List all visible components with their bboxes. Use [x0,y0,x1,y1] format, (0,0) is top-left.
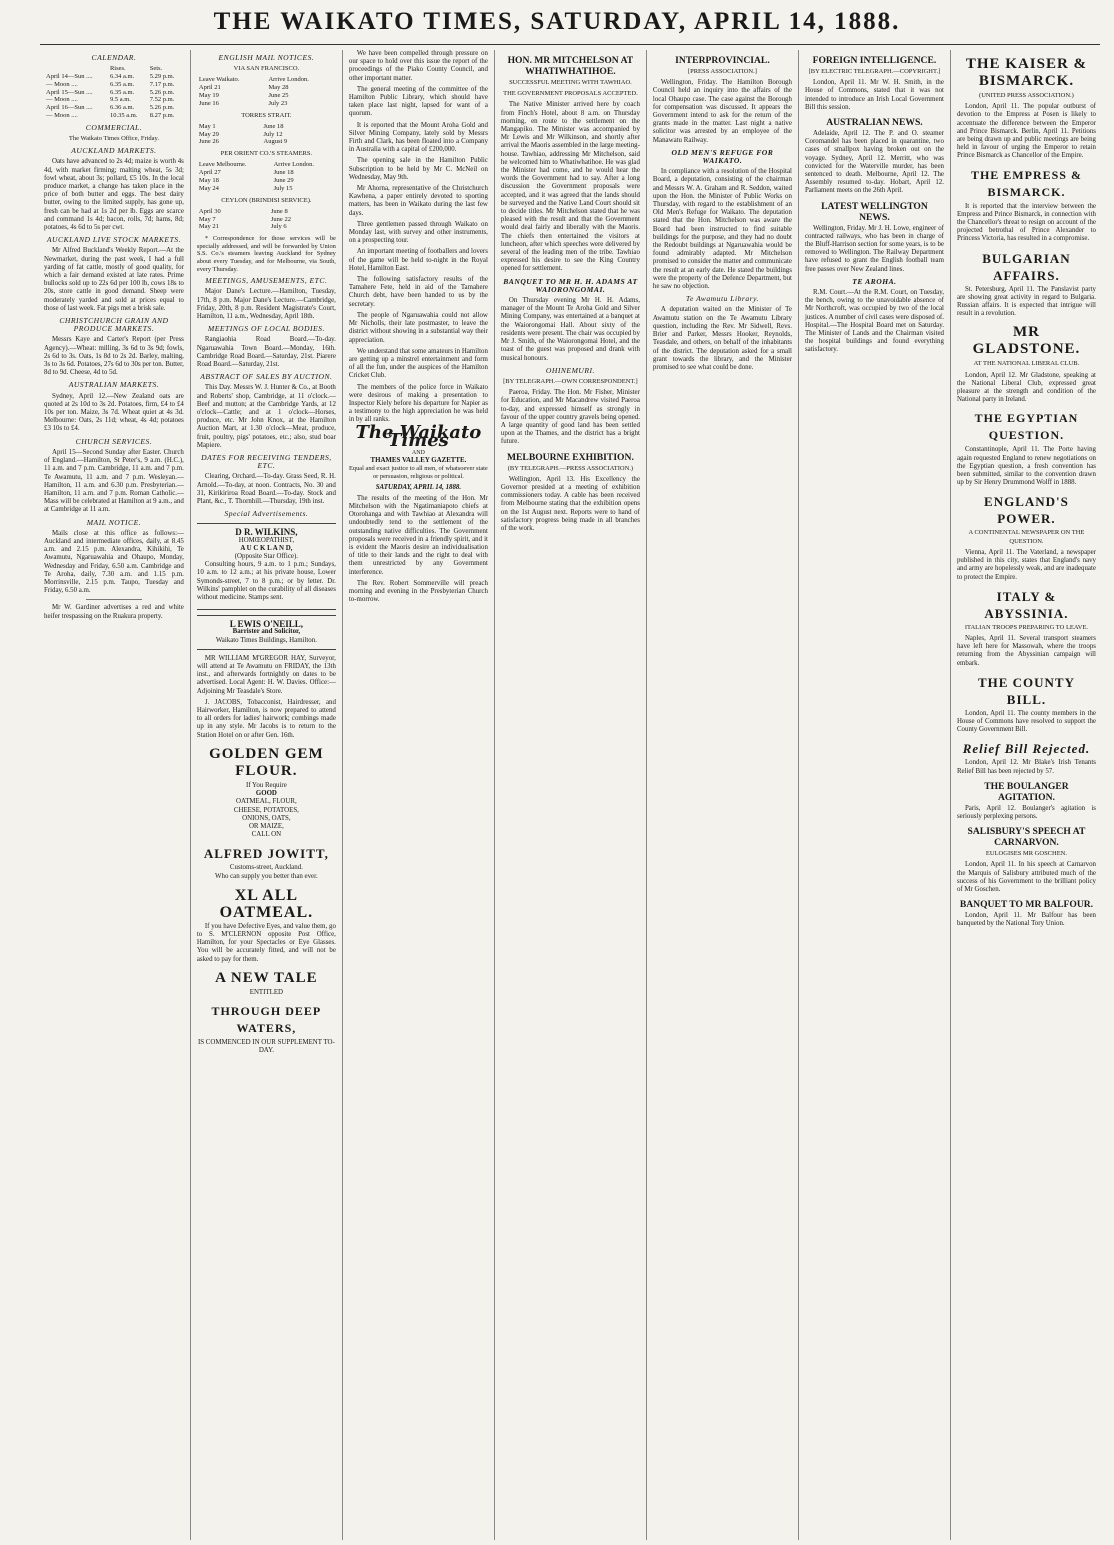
editorial-note: We understand that some amateurs in Hamilton are getting up a minstrel entertainment and form of all the fun, under the auspices of the Hamilton Cricket Club. [348,347,488,380]
banquet-adams-heading: BANQUET TO MR H. H. ADAMS AT WAIORONGOMAI. [503,276,638,294]
nameplate: The Waikato Times [355,421,482,451]
empress-headline: THE EMPRESS & BISMARCK. [970,167,1082,199]
refuge-heading: OLD MEN'S REFUGE FOR WAIKATO. [671,147,774,166]
ceylon-mail-table [197,208,336,231]
ohinemuri-heading: OHINEMURI. [545,365,595,375]
tenders-text: Clearing, Orchard.—To-day. Grass Seed, R. H. Arnold.—To-day, at noon. Contracts, No. 30 and 31, Kirikiriroa Road Board.—To-day. Stock and Plant, &c., T. Thornhill.—Thursday, 19th inst. [196,473,336,506]
balfour-text: London, April 11. Mr Balfour has been banqueted by the National Tory Union. [956,912,1096,928]
wilkins-addr: (Opposite Star Office). [234,553,298,561]
mitchelson-sub-1: SUCCESSFUL MEETING WITH TAWHIAO. [509,79,632,86]
gazette-title: THAMES VALLEY GAZETTE. [370,457,467,465]
christchurch-text: Messrs Kaye and Carter's Report (per Press Agency).—Wheat: milling, 3s 6d to 3s 9d; fowls, 2s 6d to 3s. Oats, 1s 8d to 2s 2d. Barley, malting, 3s to 3s 6d. Potatoes, 27s 6d to 30s per ton. Butter, 8d to 9d. Cheese, 4d to 5d. [44,336,184,377]
oneill-addr: Waikato Times Buildings, Hamilton. [215,636,317,644]
column-5 [646,50,798,1540]
table-row: May 18 June 29 [198,176,294,184]
interprovincial-text: Wellington, Friday. The Hamilton Borough Council held an inquiry into the affairs of the local Ohaupo case. The case against the Borough for compensation was discussed. It appears the Government intend to ask for the return of the grants made in the matter. Last night a native solicitor was arrested by an employee of the Manawatu Railway. [652,79,792,144]
table-row: April 27 June 18 [198,169,294,177]
column-4 [494,50,646,1540]
table-row: April 14—Sun .... 6.34 a.m. 5.29 p.m. [46,73,175,80]
mail-text: Mails close at this office as follows:—Auckland and intermediate offices, daily, at 8.45 a.m. and 2.15 p.m. Alexandra, Kihikihi, Te Awamutu, Ngaruawahia and Ohaupo, Monday, Wednesday and Friday, 6.50 a.m. Cambridge and Te Aroha, daily, 7.30 a.m. and 1.15 p.m. Morrinsville, 2.15 p.m. Taupo, Tuesday and Friday, 6.50 a.m. [44,529,184,595]
gladstone-headline: MR GLADSTONE. [972,324,1081,358]
editorial-note: The opening sale in the Hamilton Public Subscription to be held by Mr C. McNeil on Wednesday, May 9th. [348,157,488,181]
jowitt-addr: Customs-street, Auckland. [229,864,303,872]
table-row: April 21 May 28 [198,84,289,92]
exhibition-sub: (BY TELEGRAPH.—PRESS ASSOCIATION.) [507,464,634,472]
table-row: — Moon .... 9.5 a.m. 7.52 p.m. [46,96,175,104]
australian-markets-text: Sydney, April 12.—New Zealand oats are quoted at 2s 10d to 3s 2d. Potatoes, firm, £4 to £4 10s per ton. Maize, 3s 7d. Wheat quiet at 4s 3d. Melbourne: Oats, 2s 11d; wheat, 4s 4d; potatoes £3 10s to £4. [44,392,184,433]
sales-text: This Day. Messrs W. J. Hunter & Co., at Booth and Roberts' shop, Cambridge, at 11 o'clock.—Beef and mutton; at the Cambridge Yards, at 12 o'clock—Cattle; and at 1 o'clock—Horses, produce, etc. Mr John Knox, at the Hamilton Auction Mart, at 1.30 o'clock—Meat, produce, fruit, poultry, pigs' potatoes, etc.; also, stud boar Mapiere. [196,384,336,449]
empress-text: It is reported that the interview between the Empress and Prince Bismarck, in connection with the Chancellor's threat to resign on account of the projected betrothal of Prince Alexander to Princess Victoria, has resulted in a compromise. [956,202,1096,243]
jowitt-name: ALFRED JOWITT, [203,846,329,862]
sf-mail-table [197,76,336,107]
boulanger-text: Paris, April 12. Boulanger's agitation is seriously perplexing persons. [956,804,1096,820]
product-3: ONIONS, OATS, [242,814,291,822]
wellington-news-text: Wellington, Friday. Mr J. H. Lowe, engineer of contracted railways, who has been in charge of the Bluff-Harrison section for some years, is to be removed to Wellington. The Railway Department have refused to grant the English football team free passes over New Zealand lines. [804,224,944,273]
table-row: May 24 July 15 [198,184,293,192]
commercial-subheading: The Waikato Times Office, Friday. [68,134,160,142]
orient-mail-table [197,161,336,192]
editorial-note: The general meeting of the committee of the Hamilton Public Library, which should have taken place last night, lapsed for want of a quorum. [348,85,488,118]
editorial-note: The following satisfactory results of the Tamahere Fete, held in aid of the Tamahere Church debt, have been handed to us by the secretary. [348,276,488,308]
england-power-sub: A CONTINENTAL NEWSPAPER ON THE QUESTION. [968,529,1085,545]
mitchelson-headline: HON. MR MITCHELSON AT WHATIWHATIHOE. [507,55,634,77]
good-text: GOOD [255,790,277,798]
masthead-rule [40,44,1100,45]
correspondence-note: * Correspondence for those services will be specially addressed, and will be forwarded by Union S.S. Co.'s steamers leaving Auckland for Sydney about every Tuesday, and for Melbourne, via South, every Thursday. [196,235,336,273]
column-1 [38,50,190,1540]
relief-bill-text: London, April 12. Mr Blake's Irish Tenants Relief Bill has been rejected by 57. [956,759,1096,775]
egyptian-text: Constantinople, April 11. The Porte having again requested England to renew negotiations on the Egyptian question, a fresh convention has been submitted, similar to the convention drawn up by Sir Henry Drummond Wolff in 1888. [956,446,1096,487]
mitchelson-body: The Native Minister arrived here by coach from Finch's Hotel, about 8 a.m. on Thursday morning, en route to the settlement on the Mangapiko. The Minister was accompanied by Mr Lewis and Mr Wilkinson, and shortly after arrival the Maoris assembled in the large meeting-house. Tawhiao, addressing Mr Mitchelson, said he welcomed him to Whatiwhatihoe. He was glad the Minister had come, and he would hear the words the Government had to say. After a long discussion the Government proposals were accepted, and it was agreed that the lands should be surveyed and the Native Land Court should sit to decide titles. Mr Mitchelson stated that he was pleased with the result and that the Government would deal fairly and liberally with the Maoris. The chiefs then entertained the visitors at luncheon, after which speeches were delivered by several of the leading men of the tribe. Tawhiao expressed his desire to see the King Country opened for settlement. [500,101,640,273]
calendar-table [44,65,184,120]
table-header: Leave Melbourne. Arrive London. [198,161,315,169]
gladstone-text: London, April 12. Mr Gladstone, speaking at the National Liberal Club, expressed great pleasure at the strength and condition of the National party in Ireland. [956,371,1096,404]
leader-text: The results of the meeting of the Hon. Mr Mitchelson with the Ngatimaniapoto chiefs at Otorohanga and with Tawhiao at Alexandra will undoubtedly tend to the settlement of the outstanding native difficulties. The Government proposals were received in a friendly spirit, and it is evident the Maoris desire an individualisation of title to their lands and the right to deal with them unrestricted by any Government interference. [348,494,488,576]
local-bodies-text: Rangiaohia Road Board.—To-day. Ngaruawahia Town Board.—Monday, 16th. Cambridge Road Board.—Saturday, 21st. Piarere Road Board.—Saturday, 21st. [196,336,336,368]
column-2 [190,50,342,1540]
england-power-headline: ENGLAND'S POWER. [984,494,1069,527]
livestock-heading: AUCKLAND LIVE STOCK MARKETS. [46,235,181,245]
county-bill-text: London, April 11. The county members in the House of Commons have resolved to support the County Government Bill. [956,709,1096,734]
salisbury-sub: EULOGISES MR GOSCHEN. [985,850,1067,858]
italy-text: Naples, April 11. Several transport steamers have left here for Massowah, where the troops returning from the Abyssinian campaign will embark. [956,634,1096,667]
exhibition-heading: MELBOURNE EXHIBITION. [506,451,634,463]
markets-text: Oats have advanced to 2s 4d; maize is worth 4s 4d, with market firming; malting wheat, 5s 3d; fowl wheat, about 3s; pollard, £5 10s. In the local produce market, a change has taken place in the price of both butter and eggs. The best dairy butter, owing to the limited supply, has gone up, fresh can be had at 1s 2d per lb. Eggs are scarce and command 1s 4d; bacon, rolls, 7d; hams, 8d; potatoes, 4s 6d to 5s per cwt. [44,158,184,232]
special-ads-heading: Special Advertisements. [224,509,309,519]
editorial-note: An important meeting of footballers and lovers of the game will be held to-night in the Royal Hotel, Hamilton East. [348,248,488,272]
calendar-heading: CALENDAR. [91,53,137,62]
ohinemuri-text: Paeroa, Friday. The Hon. Mr Fisher, Minister for Education, and Mr Macandrew visited Paeroa to-day, and expressed himself as strongly in favour of the upper country gravels being opened. A large quantity of good land has been settled upon at the Thames, and the district has a bright future. [500,389,640,446]
australian-news-heading: AUSTRALIAN NEWS. [826,117,923,129]
foreign-intelligence-heading: FOREIGN INTELLIGENCE. [812,55,937,66]
calendar-col-rises: Rises. [109,65,126,73]
exhibition-text: Wellington, April 13. His Excellency the Governor presided at a meeting of exhibition commissioners today. A cable has been received from Melbourne stating that the exhibition opens on the 1st August next. Reports were to hand of satisfactory progress being made in all branches of the work. [500,475,640,532]
italy-headline: ITALY & ABYSSINIA. [984,588,1069,621]
via-ceylon-label: CEYLON (BRINDISI SERVICE). [221,196,312,204]
calendar-header-row [44,65,184,73]
golden-gem-heading: GOLDEN GEM FLOUR. [209,745,324,779]
relief-bill-headline: Relief Bill Rejected. [962,741,1091,757]
entitled-label: ENTITLED [249,988,284,996]
banquet-adams-text: On Thursday evening Mr H. H. Adams, manager of the Mount Te Aroha Gold and Silver Mining Company, was entertained at a banquet at the Waiorongomai Hall. About sixty of the residents were present. The chair was occupied by Mr J. Smith, of the Waiorongomai Hotel, and the toast of the guest was proposed and drank with musical honours. [500,297,640,362]
mail-heading: MAIL NOTICE. [86,517,142,527]
livestock-text: Mr Alfred Buckland's Weekly Report.—At the Newmarket, during the past week, I had a full yarding of fat cattle, mostly of good quality, for which a fair demand existed at late rates. Prime bullocks sold up to 22s 6d per 100 lb, cows 18s to 20s, store cattle in good demand. Sheep were moderately yarded and sold at prices equal to those of last week. Fat pigs met a brisk sale. [44,247,184,312]
torres-mail-table [197,123,336,146]
te-aroha-heading: TE AROHA. [852,276,897,286]
county-bill-headline: THE COUNTY BILL. [977,674,1075,707]
table-row: June 16 July 23 [198,99,288,107]
column-3 [342,50,494,1540]
nameplate-and: AND [411,449,425,456]
refuge-text: In compliance with a resolution of the Hospital Board, a deputation, consisting of the chairman and Messrs W. A. Graham and R. Seddon, waited upon the Hon. the Minister of Public Works on Thursday, with regard to the establishment of an Old Men's Refuge for Waikato. The deputation stated that the Hon. Mitchelson was aware the Board had been instructed to find suitable buildings for the purpose, and they had no doubt the Redoubt buildings at Ngaruawahia would be found admirably adapted. Mr Mitchelson promised to consider the matter and communicate the result at an early date. He stated the buildings were the property of the Defence Department, but he saw no objection. [652,168,792,291]
local-bodies-heading: MEETINGS OF LOCAL BODIES. [207,324,325,334]
table-row: May 7 June 22 [198,215,291,223]
table-row: April 30 June 8 [198,207,288,215]
editorial-note: The people of Ngaruawahia could not allow Mr Nicholls, their late postmaster, to leave the district without showing in a substantial way their appreciation. [348,311,488,344]
egyptian-headline: THE EGYPTIAN QUESTION. [974,411,1079,443]
england-power-text: Vienna, April 11. The Vaterland, a newspaper published in this city, states that England's navy and army are hopelessly weak, and are inadequate to protect the Empire. [956,548,1096,581]
meetings-text: Major Dane's Lecture.—Hamilton, Tuesday, 17th, 8 p.m. Major Dane's Lecture.—Cambridge, Friday, 20th, 8 p.m. Resident Magistrate's Court, Hamilton, 11 a.m., Wednesday, April 18th. [196,288,336,320]
table-row: April 16—Sun .... 6.36 a.m. 5.26 p.m. [46,104,175,112]
dateline: SATURDAY, APRIL 14, 1888. [375,483,462,491]
xl-oatmeal-heading: XL ALL OATMEAL. [219,886,314,921]
kaiser-bismarck-headline: THE KAISER & BISMARCK. [965,56,1088,89]
xl-text: If you have Defective Eyes, and value them, go to S. M'CLERNON opposite Post Office, Hamilton, for your Spectacles or Eye Glasses. You will be accurately fitted, and will not be asked to pay for them. [196,922,336,963]
foreign-intelligence-text: London, April 11. Mr W. H. Smith, in the House of Commons, stated that it was not intended to introduce an Irish Local Government Bill this session. [804,79,944,111]
page-columns [38,50,1102,1540]
jowitt-note: Who can supply you better than ever. [215,872,318,880]
table-row: April 15—Sun .... 6.35 a.m. 5.26 p.m. [46,88,175,96]
table-row: May 19 June 25 [198,92,289,99]
interprovincial-sub: [PRESS ASSOCIATION.] [687,68,757,75]
if-you-require: If You Require [245,781,287,789]
through-deep-waters: THROUGH DEEP WATERS, [211,1003,322,1035]
editorial-note: Three gentlemen passed through Waikato on Monday last, with survey and other instruments, on a prospecting tour. [348,220,488,245]
australian-markets-heading: AUSTRALIAN MARKETS. [68,380,160,390]
library-heading: Te Awamutu Library. [685,294,759,304]
table-row: May 21 July 6 [198,223,287,231]
foreign-intelligence-sub: [BY ELECTRIC TELEGRAPH.—COPYRIGHT.] [808,68,941,75]
te-aroha-text: R.M. Court.—At the R.M. Court, on Tuesday, the bench, owing to the unavoidable absence of Mr Northcroft, was occupied by two of the local justices. A number of civil cases were disposed of. Hospital.—The Hospital Board met on Saturday. The Minister of Lands and the Chairman visited the hospital buildings and found everything satisfactory. [804,289,944,354]
oneill-advert [197,615,336,650]
boulanger-headline: THE BOULANGER AGITATION. [984,780,1069,803]
salisbury-text: London, April 11. In his speech at Carnarvon the Marquis of Salisbury attributed much of the success of his Government to the brilliant policy of Mr Goschen. [956,861,1096,893]
footer-note: Mr W. Gardiner advertises a red and white heifer trespassing on the Ruakura property. [44,604,184,620]
bulgarian-text: St. Petersburg, April 11. The Panslavist party are showing great activity in regard to Bulgaria. Russian affairs. It is expected that intrigue will result in a revolution. [956,285,1096,318]
markets-heading: AUCKLAND MARKETS. [71,146,157,156]
jacobs-advert: J. JACOBS, Tobacconist, Hairdresser, and Hairworker, Hamilton, is now prepared to attend to all orders for ladies' hairwork; combings made up in any style. Mr Jacobs is to return to the Station Hotel on or after Gen. 16th. [196,698,336,739]
motto: Equal and exact justice to all men, of whatsoever state or persuasion, religious or political. [349,465,488,480]
via-orient-label: PER ORIENT CO.'S STEAMERS. [220,150,313,158]
newspaper-title: THE WAIKATO TIMES, SATURDAY, APRIL 14, 1888. [213,8,901,35]
calendar-col-sets: Sets. [149,65,163,73]
english-mail-heading: ENGLISH MAIL NOTICES. [218,53,315,62]
table-row: June 26 August 9 [198,138,288,146]
column-6 [798,50,950,1540]
editorial-note: The members of the police force in Waikato were desirous of making a presentation to Inspector Kiely before his departure for Napier as a testimony to the high appreciation he was held in by all ranks. [348,383,488,424]
mcgregor-advert: MR WILLIAM M'GREGOR HAY, Surveyor, will attend at Te Awamutu on FRIDAY, the 13th inst., and afterwards fortnightly on dates to be advertised. Local Agent: H. W. Davies. Office:—Adjoining Mr Teasdale's Store. [196,654,336,695]
tenders-heading: DATES FOR RECEIVING TENDERS, ETC. [201,453,332,471]
bulgarian-headline: BULGARIAN AFFAIRS. [982,250,1071,283]
table-row: — Moon .... 10.35 a.m. 8.27 p.m. [46,111,175,119]
oneill-name: L EWIS O'NEILL, [229,619,304,630]
wilkins-title: HOMŒOPATHIST, [238,536,295,544]
interprovincial-heading: INTERPROVINCIAL. [675,55,770,66]
oneill-title: Barrister and Solicitor, [232,628,301,636]
kaiser-text: London, April 11. The popular outburst of devotion to the Empress at Posen is likely to accentuate the difference between the Emperor and Prince Bismarck. Berlin, April 11. Petitions are being drawn up and public meetings are being held in favour of urging the Emperor to retain Prince Bismarck as Chancellor of the Empire. [956,103,1096,160]
gladstone-sub: AT THE NATIONAL LIBERAL CLUB. [973,360,1080,368]
table-row: May 1 June 18 [198,122,284,130]
table-row: — Moon .... 6.35 a.m. 7.17 p.m. [46,80,175,88]
ohinemuri-sub: [BY TELEGRAPH.—OWN CORRESPONDENT.] [503,377,638,385]
wilkins-text: Consulting hours, 9 a.m. to 1 p.m.; Sundays, 10 a.m. to 12 a.m.; at his private house, Lower Symonds-street, 7 to 8 p.m.; or by letter. Dr. Wilkins' pamphlet on the curability of all diseases without medicine. Stamps sent. [196,561,336,602]
wilkins-advert [197,523,336,610]
sales-heading: ABSTRACT OF SALES BY AUCTION. [200,372,333,382]
editorial-note: It is reported that the Mount Aroha Gold and Silver Mining Company, lately sold by Messrs Firth and Clark, has been floated into a Company in Australia with a capital of £200,000. [348,121,488,154]
commercial-heading: COMMERCIAL. [85,122,143,132]
divider [86,599,142,600]
italy-sub: ITALIAN TROOPS PREPARING TO LEAVE. [964,623,1089,631]
table-row: May 29 July 12 [198,130,283,138]
wilkins-place: A U C K L A N D, [240,544,293,552]
table-header: Leave Waikato. Arrive London. [198,76,309,84]
church-heading: CHURCH SERVICES. [75,436,153,446]
via-sf-label: VIA SAN FRANCISCO. [233,65,300,73]
editorial-note: Mr Ahorna, representative of the Christchurch Kawhena, a paper entirely devoted to sporting matters, has been in Waikato during the last few days. [348,185,488,217]
wellington-news-heading: LATEST WELLINGTON NEWS. [821,200,928,223]
church-text: April 15—Second Sunday after Easter. Church of England.—Hamilton, St Peter's, 9 a.m. (H.C.), 11 a.m. and 7 p.m. Cambridge, 11 a.m. and 7 p.m. Te Awamutu, 11 a.m. and 7 p.m. Wesleyan.—Hamilton, 11 a.m. and 6.30 p.m. Presbyterian.—Hamilton, 11 a.m. and 7 p.m. Roman Catholic.—Mass will be celebrated at Hamilton at 9 a.m., and at Cambridge at 11 a.m. [44,448,184,514]
reverend-note: The Rev. Robert Sommerville will preach morning and evening in the Presbyterian Church to-morrow. [348,579,488,604]
salisbury-headline: SALISBURY'S SPEECH AT CARNARVON. [967,826,1086,849]
product-2: CHEESE, POTATOES, [233,806,299,814]
christchurch-heading: CHRISTCHURCH GRAIN AND PRODUCE MARKETS. [59,316,169,334]
masthead [0,0,1114,46]
kaiser-sub: (UNITED PRESS ASSOCIATION.) [979,92,1074,99]
product-4: OR MAIZE, [248,822,284,830]
mitchelson-sub-2: THE GOVERNMENT PROPOSALS ACCEPTED. [503,90,638,98]
meetings-heading: MEETINGS, AMUSEMENTS, ETC. [205,276,328,286]
editorial-note: We have been compelled through pressure on our space to hold over this issue the report of the proceedings of the Piako County Council, and other important matter. [348,50,488,82]
australian-news-text: Adelaide, April 12. The P. and O. steamer Coromandel has been placed in quarantine, two cases of smallpox having broken out on the voyage. Sydney, April 12. Merritt, who was convicted for the Waterville murder, has been sentenced to death. Melbourne, April 12. The Assembly resumed to-day. Hobart, April 12. Parliament meets on the 26th April. [804,130,944,195]
library-text: A deputation waited on the Minister of Te Awamutu station on the Te Awamutu Library question, including the Rev. Mr Sidwell, Revs. Brier and Parker, Messrs Hooker, Reynolds, Teasdale, and others, on behalf of the inhabitants of the district. The deputation asked for a small grant towards the library, and the Minister promised to see what could be done. [652,306,792,371]
new-tale-heading: A NEW TALE [215,969,318,986]
commenced-note: IS COMMENCED IN OUR SUPPLEMENT TO-DAY. [197,1038,335,1055]
via-torres-label: TORRES STRAIT. [241,111,292,119]
balfour-headline: BANQUET TO MR BALFOUR. [959,899,1094,911]
wilkins-name: D R. WILKINS, [235,527,298,538]
product-1: OATMEAL, FLOUR, [236,798,297,806]
column-7 [950,50,1102,1540]
call-on: CALL ON [251,831,282,839]
